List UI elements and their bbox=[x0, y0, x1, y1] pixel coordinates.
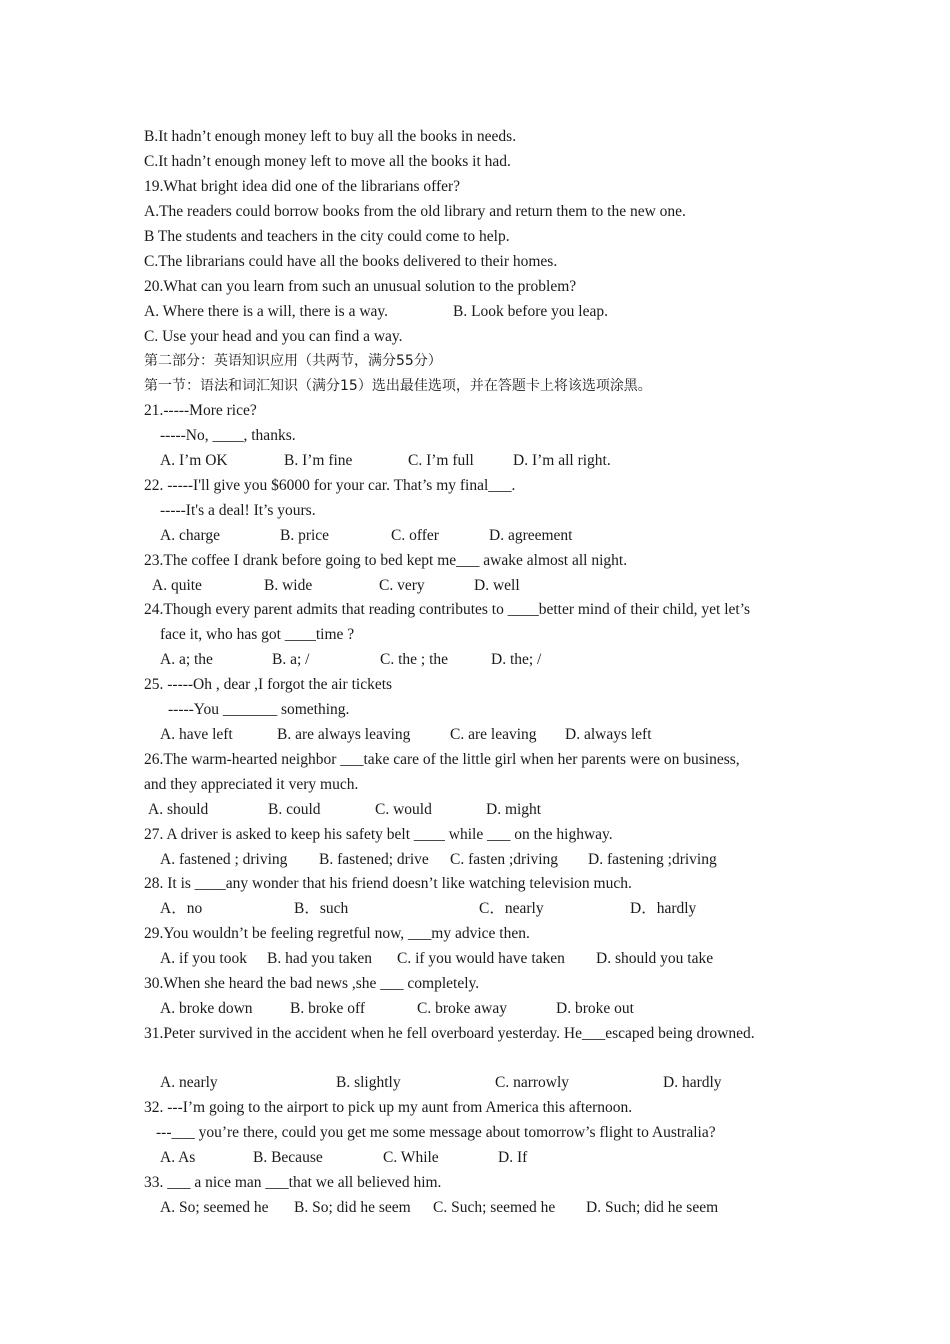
text-line: B. Because bbox=[253, 1149, 323, 1166]
text-line: 25. -----Oh , dear ,I forgot the air tickets bbox=[144, 676, 393, 693]
text-line: B. price bbox=[280, 527, 330, 544]
text-line: B. wide bbox=[264, 577, 313, 594]
text-line: C. broke away bbox=[417, 1000, 507, 1017]
text-line: C. fasten ;driving bbox=[450, 851, 559, 868]
text-line: B．such bbox=[294, 900, 349, 917]
text-line: B. a; / bbox=[272, 651, 310, 668]
text-line: D. broke out bbox=[556, 1000, 634, 1017]
text-line: B.It hadn’t enough money left to buy all the books in needs. bbox=[144, 128, 517, 145]
text-line: 23.The coffee I drank before going to bed kept me___ awake almost all night. bbox=[144, 552, 628, 569]
text-line: 28. It is ____any wonder that his friend doesn’t like watching television much. bbox=[144, 875, 632, 892]
text-line: 30.When she heard the bad news ,she ___ completely. bbox=[144, 975, 480, 992]
text-line: C. if you would have taken bbox=[397, 950, 565, 967]
text-line: A. fastened ; driving bbox=[160, 851, 288, 868]
text-line: A. So; seemed he bbox=[160, 1199, 269, 1216]
text-line: C．nearly bbox=[479, 900, 544, 917]
text-line: A. if you took bbox=[160, 950, 247, 967]
text-line: 29.You wouldn’t be feeling regretful now, ___my advice then. bbox=[144, 925, 530, 942]
text-line: D. agreement bbox=[489, 527, 573, 544]
text-line: C. would bbox=[375, 801, 432, 818]
text-line: A. I’m OK bbox=[160, 452, 228, 469]
text-line: A. charge bbox=[160, 527, 220, 544]
text-line: D. I’m all right. bbox=[513, 452, 611, 469]
text-line: A. broke down bbox=[160, 1000, 253, 1017]
text-line: C. are leaving bbox=[450, 726, 537, 743]
text-line: -----You _______ something. bbox=[168, 701, 350, 718]
text-line: 31.Peter survived in the accident when he fell overboard yesterday. He___escaped being drowned. bbox=[144, 1025, 755, 1042]
text-line: D. the; / bbox=[491, 651, 542, 668]
text-line: D. might bbox=[486, 801, 542, 818]
text-line: B. had you taken bbox=[267, 950, 373, 967]
text-line: A.The readers could borrow books from the old library and return them to the new one. bbox=[144, 203, 686, 220]
text-line: 21.-----More rice? bbox=[144, 402, 257, 419]
text-line: C. the ; the bbox=[380, 651, 449, 668]
text-line: D. hardly bbox=[663, 1074, 722, 1091]
text-line: 20.What can you learn from such an unusual solution to the problem? bbox=[144, 278, 577, 295]
text-line: B. So; did he seem bbox=[294, 1199, 411, 1216]
text-line: B. I’m fine bbox=[284, 452, 353, 469]
text-line: C. I’m full bbox=[408, 452, 474, 469]
text-line: A. a; the bbox=[160, 651, 213, 668]
text-line: face it, who has got ____time ? bbox=[160, 626, 355, 643]
text-line: D. If bbox=[498, 1149, 528, 1166]
text-line: B. slightly bbox=[336, 1074, 401, 1091]
text-line: C.The librarians could have all the books delivered to their homes. bbox=[144, 253, 558, 270]
text-line: 第一节：语法和词汇知识（满分15）选出最佳选项，并在答题卡上将该选项涂黑。 bbox=[144, 378, 652, 394]
text-line: -----It's a deal! It’s yours. bbox=[160, 502, 316, 519]
text-line: A．no bbox=[160, 900, 203, 917]
text-line: B. could bbox=[268, 801, 321, 818]
text-line: 26.The warm-hearted neighbor ___take care of the little girl when her parents were on business, bbox=[144, 751, 740, 768]
text-line: 33. ___ a nice man ___that we all believed him. bbox=[144, 1174, 442, 1191]
text-line: 24.Though every parent admits that reading contributes to ____better mind of their child, yet let’s bbox=[144, 601, 751, 618]
text-line: 27. A driver is asked to keep his safety belt ____ while ___ on the highway. bbox=[144, 826, 613, 843]
text-line: D. Such; did he seem bbox=[586, 1199, 719, 1216]
text-line: C. Use your head and you can find a way. bbox=[144, 328, 403, 345]
text-line: C.It hadn’t enough money left to move all the books it had. bbox=[144, 153, 511, 170]
text-line: 19.What bright idea did one of the librarians offer? bbox=[144, 178, 461, 195]
text-line: C. very bbox=[379, 577, 425, 594]
text-line: A. should bbox=[148, 801, 209, 818]
text-line: D．hardly bbox=[630, 900, 697, 917]
text-line: B. broke off bbox=[290, 1000, 366, 1017]
text-line: B. Look before you leap. bbox=[453, 303, 608, 320]
text-line: C. narrowly bbox=[495, 1074, 570, 1091]
text-line: D. fastening ;driving bbox=[588, 851, 717, 868]
text-line: A. As bbox=[160, 1149, 196, 1166]
text-line: B The students and teachers in the city could come to help. bbox=[144, 228, 510, 245]
text-line: A. have left bbox=[160, 726, 233, 743]
text-line: C. Such; seemed he bbox=[433, 1199, 556, 1216]
text-line: -----No, ____, thanks. bbox=[160, 427, 296, 444]
text-line: D. always left bbox=[565, 726, 652, 743]
text-line: C. offer bbox=[391, 527, 439, 544]
text-line: D. should you take bbox=[596, 950, 714, 967]
text-line: B. are always leaving bbox=[277, 726, 411, 743]
text-line: ---___ you’re there, could you get me some message about tomorrow’s flight to Australia? bbox=[156, 1124, 716, 1141]
text-line: A. quite bbox=[152, 577, 202, 594]
text-line: 第二部分：英语知识应用（共两节，满分55分） bbox=[144, 353, 442, 369]
text-line: 22. -----I'll give you $6000 for your car. That’s my final___. bbox=[144, 477, 516, 494]
text-line: A. nearly bbox=[160, 1074, 218, 1091]
text-line: 32. ---I’m going to the airport to pick up my aunt from America this afternoon. bbox=[144, 1099, 633, 1116]
text-line: C. While bbox=[383, 1149, 439, 1166]
text-line: B. fastened; drive bbox=[319, 851, 429, 868]
text-line: D. well bbox=[474, 577, 520, 594]
text-line: A. Where there is a will, there is a way. bbox=[144, 303, 389, 320]
text-line: and they appreciated it very much. bbox=[144, 776, 359, 793]
